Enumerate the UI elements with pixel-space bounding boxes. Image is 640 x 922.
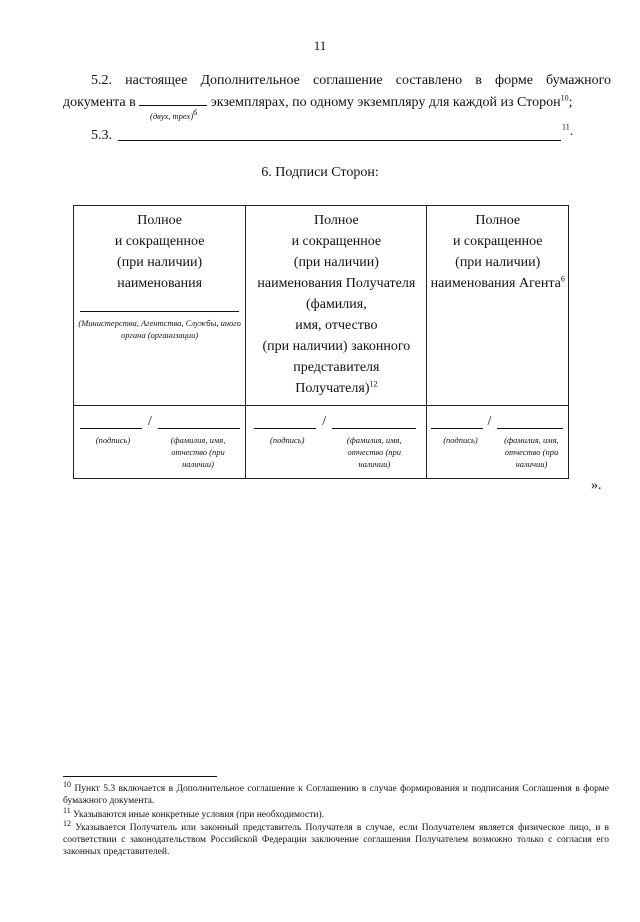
col3-heading-line: (при наличии) bbox=[455, 255, 541, 270]
footnote-11-text: Указываются иные конкретные условия (при необходимости). bbox=[73, 810, 324, 820]
clause-5-2-end: ; bbox=[568, 95, 573, 110]
fio-blank[interactable] bbox=[497, 428, 563, 429]
col2-heading-last-text: Получателя) bbox=[295, 381, 370, 396]
col3-heading-last-text: наименования Агента bbox=[430, 276, 561, 291]
copies-count-blank[interactable] bbox=[139, 91, 207, 106]
footnote-divider bbox=[63, 776, 217, 777]
footnote-ref-10[interactable]: 10 bbox=[560, 93, 569, 103]
footnote-12-num: 12 bbox=[63, 818, 71, 828]
ministry-name-blank[interactable] bbox=[80, 311, 239, 312]
signature-table bbox=[73, 205, 569, 479]
footnote-ref-12[interactable]: 12 bbox=[369, 379, 378, 389]
signature-blank[interactable] bbox=[254, 428, 316, 429]
col3-heading-line: и сокращенное bbox=[452, 234, 543, 249]
page-number: 11 bbox=[313, 38, 327, 53]
col2-heading-line: (при наличии) законного bbox=[262, 339, 411, 354]
col3-heading-line: Полное bbox=[475, 213, 521, 228]
slash-separator: / bbox=[322, 414, 327, 429]
signature-caption: (подпись) bbox=[443, 435, 478, 445]
clause-5-3-end: . bbox=[569, 124, 574, 139]
signature-cell-ministry bbox=[74, 406, 246, 479]
footnote-ref-6[interactable]: 6 bbox=[560, 274, 565, 284]
footnote-ref-11[interactable]: 11 bbox=[562, 122, 570, 132]
col2-heading-line: и сокращенное bbox=[291, 234, 382, 249]
fio-caption: (фамилия, имя, отчество (при наличии) bbox=[504, 435, 559, 469]
footnote-ref-6[interactable]: 6 bbox=[193, 108, 198, 118]
col1-heading-line: (при наличии) bbox=[117, 255, 203, 270]
signature-blank[interactable] bbox=[80, 428, 142, 429]
slash-separator: / bbox=[148, 414, 152, 429]
section-title: 6. Подписи Сторон: bbox=[261, 165, 379, 180]
col2-heading-line: наименования Получателя bbox=[257, 276, 416, 291]
col1-heading-line: наименования bbox=[117, 276, 203, 291]
fio-blank[interactable] bbox=[332, 428, 416, 429]
party-cell-ministry bbox=[74, 206, 246, 406]
closing-quote: ». bbox=[591, 478, 602, 493]
signature-caption: (подпись) bbox=[270, 435, 305, 445]
ministry-note: (Министерства, Агентства, Службы, иного органа (организации) bbox=[78, 318, 241, 340]
footnote-11-num: 11 bbox=[63, 805, 71, 815]
col2-heading-line: Полное bbox=[313, 213, 359, 228]
copies-hint-text: (двух, трех) bbox=[150, 111, 194, 121]
signature-cell-recipient bbox=[246, 406, 427, 479]
clause-5-2-suffix: экземплярах, по одному экземпляру для каждой из Сторон bbox=[210, 95, 561, 110]
copies-hint bbox=[150, 108, 198, 121]
signature-cell-agent bbox=[427, 406, 569, 479]
party-cell-agent bbox=[427, 206, 569, 406]
clause-5-2-line1: 5.2. настоящее Дополнительное соглашение составлено в форме бумажного bbox=[91, 73, 611, 88]
signature-blank[interactable] bbox=[431, 428, 483, 429]
col2-heading-line: представителя bbox=[293, 360, 380, 375]
col3-heading-last bbox=[427, 273, 568, 294]
clause-5-3-label: 5.3. bbox=[91, 128, 112, 143]
fio-caption: (фамилия, имя, отчество (при наличии) bbox=[170, 435, 226, 469]
party-cell-recipient bbox=[246, 206, 427, 406]
col2-heading-last bbox=[246, 378, 426, 399]
col2-heading-line: (при наличии) bbox=[293, 255, 379, 270]
clause-5-3-ref bbox=[562, 122, 573, 142]
col1-heading-line: и сокращенное bbox=[114, 234, 205, 249]
clause-5-3-blank[interactable] bbox=[118, 140, 561, 141]
fio-blank[interactable] bbox=[158, 428, 240, 429]
signature-caption: (подпись) bbox=[95, 435, 131, 445]
footnote-10-num: 10 bbox=[63, 779, 71, 789]
clause-5-2-prefix: документа в bbox=[63, 95, 136, 110]
footnote-10-text: Пункт 5.3 включается в Дополнительное соглашение к Соглашению в случае формирования и подписания Соглашения в форме бумажного документа. bbox=[63, 784, 610, 806]
clause-5-2-line2 bbox=[63, 91, 623, 113]
footnote-12 bbox=[63, 818, 609, 858]
col1-heading-line: Полное bbox=[137, 213, 183, 228]
slash-separator: / bbox=[487, 414, 492, 429]
col2-heading-line: имя, отчество bbox=[295, 318, 378, 333]
footnote-12-text: Указывается Получатель или законный представитель Получателя в случае, если Получателем является физическое лицо, и в соответствии с законодательством Российской Федерации заключение соглашения Получателем возможно только с согласия его законных представителей. bbox=[63, 823, 609, 857]
footnote-11 bbox=[63, 805, 609, 821]
footnote-10 bbox=[63, 779, 610, 807]
fio-caption: (фамилия, имя, отчество (при наличии) bbox=[346, 435, 402, 469]
col2-heading-line: (фамилия, bbox=[306, 297, 367, 312]
